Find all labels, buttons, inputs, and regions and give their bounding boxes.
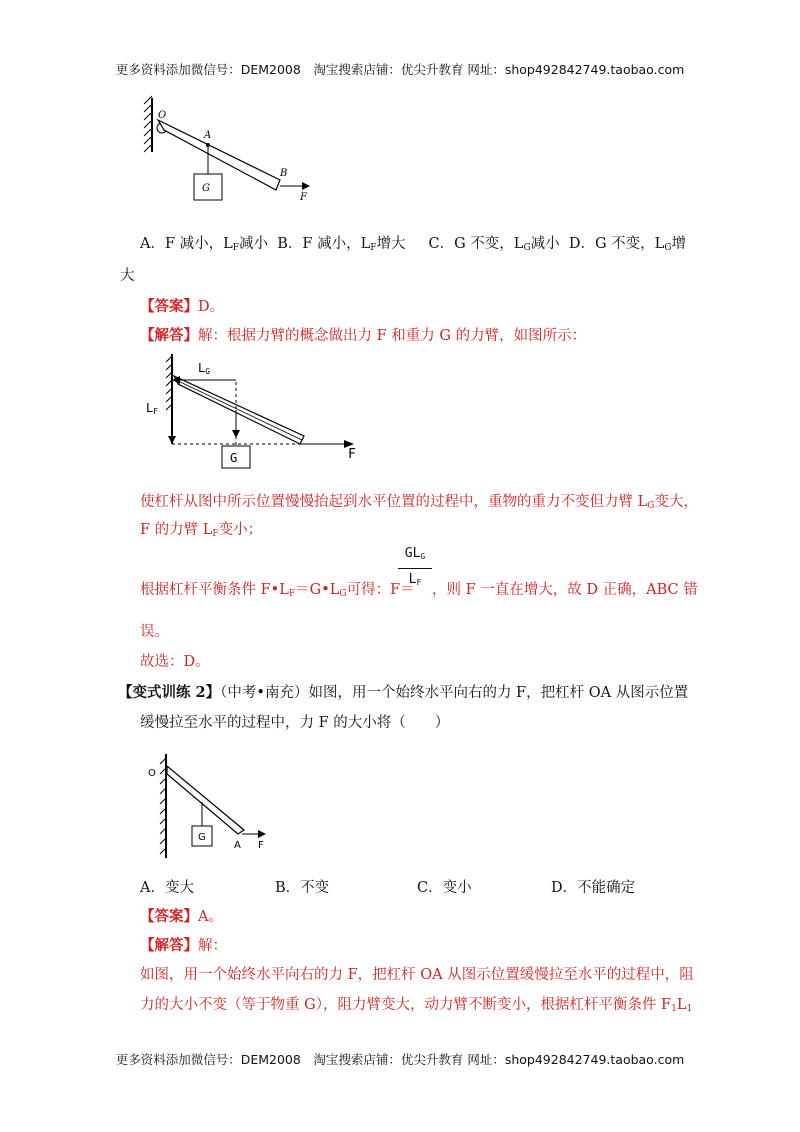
q2-bracket: 【变式训练 2】 [118,684,221,701]
fraction-denominator: $L_F$ [408,572,422,587]
figure-lever-1 [140,94,320,206]
q1-expl-line1: 使杠杆从图中所示位置慢慢抬起到水平位置的过程中，重物的重力不变但力臂 $L_G$变大， [140,494,698,511]
fig1-label-b: B [280,168,288,179]
q2-option-d: D．不能确定 [551,880,636,896]
q2-stem-line2: 缓慢拉至水平的过程中，力 F 的大小将（ ） [140,715,450,731]
q1-expl-line2: F 的力臂 $L_F$变小； [140,522,263,539]
fig3-label-a: A [234,840,241,851]
fig3-label-g: G [198,832,206,843]
fig2-label-lg: LG [198,361,211,376]
q1-answer-bracket: 【答案】 [140,298,198,315]
q1-expl-line3-tail: ，则 F 一直在增大，故 D 正确，ABC 错 [432,582,698,598]
q2-expl-line1: 如图，用一个始终水平向右的力 F，把杠杆 OA 从图示位置缓慢拉至水平的过程中，阻 [140,967,694,983]
q1-option-d-wrap: 大 [120,268,135,284]
fig1-label-a: A [204,130,212,141]
q1-answer-text: D。 [198,299,225,315]
fraction-bar [398,568,432,569]
figure-lever-arms [140,350,370,472]
fig2-label-g: G [230,451,238,465]
fig2-label-f: F [348,447,356,462]
fig3-label-o: O [148,768,156,779]
fig3-label-f: F [258,840,264,851]
page-header: 更多资料添加微信号：DEM2008 淘宝搜索店铺：优尖升教育 网址：shop492842749.taobao.com [115,62,685,77]
q2-answer-bracket: 【答案】 [140,908,198,925]
q1-answer [140,295,224,316]
fig1-label-f: F [300,192,307,203]
fraction-numerator: $GL_G$ [404,546,426,561]
q1-option-c: C．G 不变，$L_G$减小 [428,236,560,253]
q2-text-line1: （中考•南充）如图，用一个始终水平向右的力 F，把杠杆 OA 从图示位置 [220,685,689,701]
fig1-label-o: O [158,110,167,121]
q2-option-a: A．变大 [140,880,194,896]
q1-expl-line5: 故选：D。 [140,654,210,670]
q1-options-line [140,232,686,253]
q2-solution-text: 解： [198,938,227,954]
q1-expl-line3: 根据杠杆平衡条件 $F•L_F=G•L_G$可得：F＝ [140,582,415,599]
q2-answer-text: A。 [198,909,223,925]
q2-solution [140,934,227,955]
q2-answer [140,905,223,926]
page-footer: 更多资料添加微信号：DEM2008 淘宝搜索店铺：优尖升教育 网址：shop492842749.taobao.com [115,1052,685,1067]
q2-expl-line2: 力的大小不变（等于物重 G），阻力臂变大，动力臂不断变小，根据杠杆平衡条件 $F_1L_1$ [140,997,693,1014]
q1-option-a: A．F 减小，$L_F$减小 [140,236,269,253]
q1-solution-text: 解：根据力臂的概念做出力 F 和重力 G 的力臂，如图所示： [198,328,587,344]
q1-option-d: D．G 不变，$L_G$增 [568,236,687,253]
q2-option-c: C．变小 [417,880,472,896]
fig2-label-lf: LF [146,401,159,416]
q1-solution-bracket: 【解答】 [140,327,198,344]
q2-option-b: B．不变 [275,880,330,896]
figure-lever-2 [140,752,280,862]
q2-stem-line1 [118,681,688,702]
q1-expl-line4: 误。 [140,624,169,640]
fig1-label-g: G [202,183,210,194]
q1-solution [140,324,586,345]
q1-option-b: B．F 减小，$L_F$增大 [277,236,406,253]
q2-solution-bracket: 【解答】 [140,937,198,954]
